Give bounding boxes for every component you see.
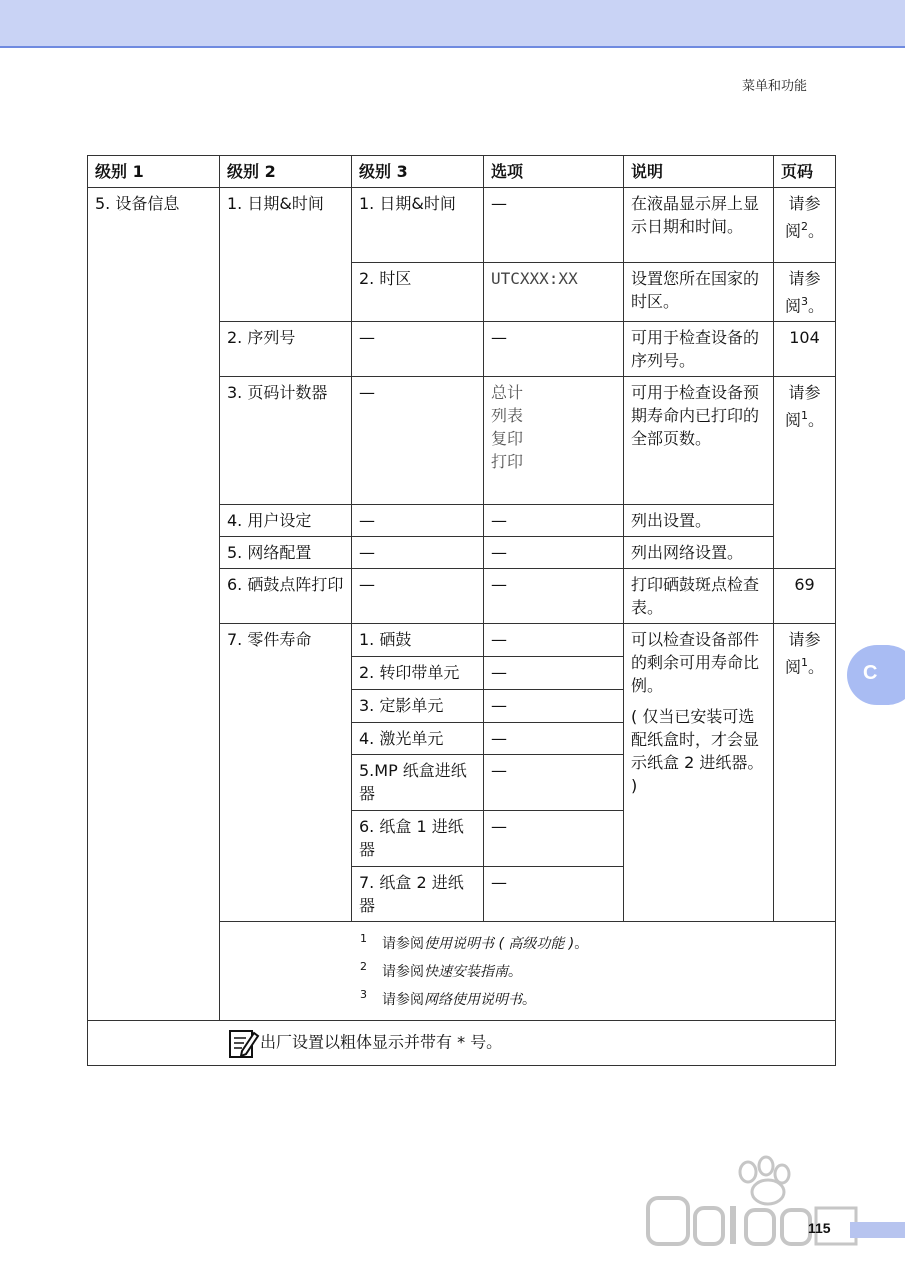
- option-cell: —: [484, 188, 624, 263]
- description-cell: 在液晶显示屏上显示日期和时间。: [624, 188, 774, 263]
- column-header: 级别 1: [88, 156, 220, 188]
- page-number: 115: [808, 1220, 831, 1236]
- level3-cell: —: [352, 537, 484, 569]
- level2-cell: 2. 序列号: [220, 322, 352, 377]
- option-cell: UTCXXX:XX: [484, 263, 624, 322]
- page-ref-text: 请参阅: [784, 630, 821, 677]
- column-header: 级别 3: [352, 156, 484, 188]
- table-header-row: [88, 156, 836, 188]
- level3-cell: 3. 定影单元: [352, 690, 484, 723]
- page-ref-text: 请参阅: [784, 383, 821, 430]
- level3-cell: 5.MP 纸盒进纸器: [352, 755, 484, 811]
- page-ref-cell: 69: [774, 569, 836, 624]
- description-cell: 列出网络设置。: [624, 537, 774, 569]
- footnote-ref: 1: [801, 656, 808, 670]
- page-ref-text: 请参阅: [784, 269, 821, 316]
- footnote-ref: 1: [801, 409, 808, 423]
- level2-cell: 7. 零件寿命: [220, 624, 352, 922]
- level1-cell: 5. 设备信息: [88, 188, 220, 1021]
- column-header: 选项: [484, 156, 624, 188]
- level3-cell: 4. 激光单元: [352, 723, 484, 755]
- column-header: 页码: [774, 156, 836, 188]
- footnote-prefix: 请参阅: [382, 936, 424, 953]
- footnote-ref: 2: [801, 220, 808, 233]
- footnote-number: 1: [360, 932, 367, 946]
- page-ref-cell: [774, 377, 836, 569]
- option-item: 复印: [491, 429, 524, 449]
- page-ref-cell: 104: [774, 322, 836, 377]
- footnote-number: 2: [360, 960, 367, 974]
- column-header: 级别 2: [220, 156, 352, 188]
- option-item: 列表: [491, 406, 524, 426]
- menu-table: [87, 155, 836, 1066]
- option-cell: —: [484, 505, 624, 537]
- page-ref-text: 请参阅: [784, 194, 821, 241]
- level3-cell: 7. 纸盒 2 进纸器: [352, 867, 484, 922]
- option-cell: —: [484, 690, 624, 723]
- top-header-band: [0, 0, 905, 48]
- page-ref-cell: [774, 624, 836, 922]
- level3-cell: 6. 纸盒 1 进纸器: [352, 811, 484, 867]
- option-cell: —: [484, 569, 624, 624]
- level2-cell: 4. 用户设定: [220, 505, 352, 537]
- page-ref-end: 。: [808, 296, 825, 316]
- description-cell: 设置您所在国家的时区。: [624, 263, 774, 322]
- footnotes-cell: [220, 922, 836, 1021]
- option-cell: —: [484, 867, 624, 922]
- footnote-prefix: 请参阅: [382, 992, 424, 1009]
- table-row: [88, 188, 836, 263]
- footnote-suffix: 。: [574, 936, 589, 953]
- footnote: [360, 958, 828, 986]
- option-item: 打印: [491, 452, 524, 472]
- description-cell: 打印硒鼓斑点检查表。: [624, 569, 774, 624]
- level3-cell: 2. 转印带单元: [352, 657, 484, 690]
- section-title: 菜单和功能: [741, 79, 807, 94]
- level3-cell: 1. 硒鼓: [352, 624, 484, 657]
- description-text: 可以检查设备部件的剩余可用寿命比例。: [631, 630, 760, 696]
- option-cell: —: [484, 755, 624, 811]
- footnote-title: 使用说明书 ( 高级功能 ): [424, 936, 575, 953]
- description-cell: 列出设置。: [624, 505, 774, 537]
- level3-cell: 1. 日期&时间: [352, 188, 484, 263]
- level3-cell: —: [352, 377, 484, 505]
- footnote: [360, 930, 828, 958]
- note-cell: [88, 1021, 836, 1066]
- footnote-title: 网络使用说明书: [424, 992, 522, 1009]
- footnote-ref: 3: [801, 295, 808, 308]
- option-list-cell: [484, 377, 624, 505]
- level3-cell: 2. 时区: [352, 263, 484, 322]
- footnote-title: 快速安装指南: [424, 964, 508, 981]
- page-ref-end: 。: [808, 410, 825, 430]
- option-item: 总计: [491, 383, 524, 403]
- appendix-side-tab: [847, 645, 905, 705]
- option-cell: —: [484, 811, 624, 867]
- footnote-suffix: 。: [508, 964, 522, 981]
- footnote-number: 3: [360, 988, 367, 1002]
- description-cell: 可用于检查设备的序列号。: [624, 322, 774, 377]
- option-cell: —: [484, 322, 624, 377]
- level2-cell: 6. 硒鼓点阵打印: [220, 569, 352, 624]
- level3-cell: —: [352, 569, 484, 624]
- level2-cell: 1. 日期&时间: [220, 188, 352, 322]
- page-number-bar: [850, 1222, 905, 1238]
- footnote-suffix: 。: [522, 992, 536, 1009]
- description-cell: 可用于检查设备预期寿命内已打印的全部页数。: [624, 377, 774, 505]
- note-text: 出厂设置以粗体显示并带有 * 号。: [260, 1032, 503, 1052]
- description-note: ( 仅当已安装可选配纸盒时，才会显示纸盒 2 进纸器。 ): [631, 707, 764, 796]
- option-cell: —: [484, 723, 624, 755]
- option-cell: —: [484, 657, 624, 690]
- option-cell: —: [484, 624, 624, 657]
- page-ref-end: 。: [808, 221, 825, 241]
- page-ref-cell: [774, 188, 836, 263]
- level3-cell: —: [352, 505, 484, 537]
- baidu-jingyan-watermark: [640, 1150, 860, 1265]
- level2-cell: 5. 网络配置: [220, 537, 352, 569]
- column-header: 说明: [624, 156, 774, 188]
- note-pencil-icon: [228, 1027, 260, 1059]
- note-row: [88, 1021, 836, 1066]
- level3-cell: —: [352, 322, 484, 377]
- option-cell: —: [484, 537, 624, 569]
- page-ref-cell: [774, 263, 836, 322]
- description-cell: [624, 624, 774, 922]
- side-tab-label: C: [863, 662, 878, 684]
- page-ref-end: 。: [808, 657, 825, 677]
- level2-cell: 3. 页码计数器: [220, 377, 352, 505]
- footnote-prefix: 请参阅: [382, 964, 424, 981]
- footnote: [360, 986, 828, 1014]
